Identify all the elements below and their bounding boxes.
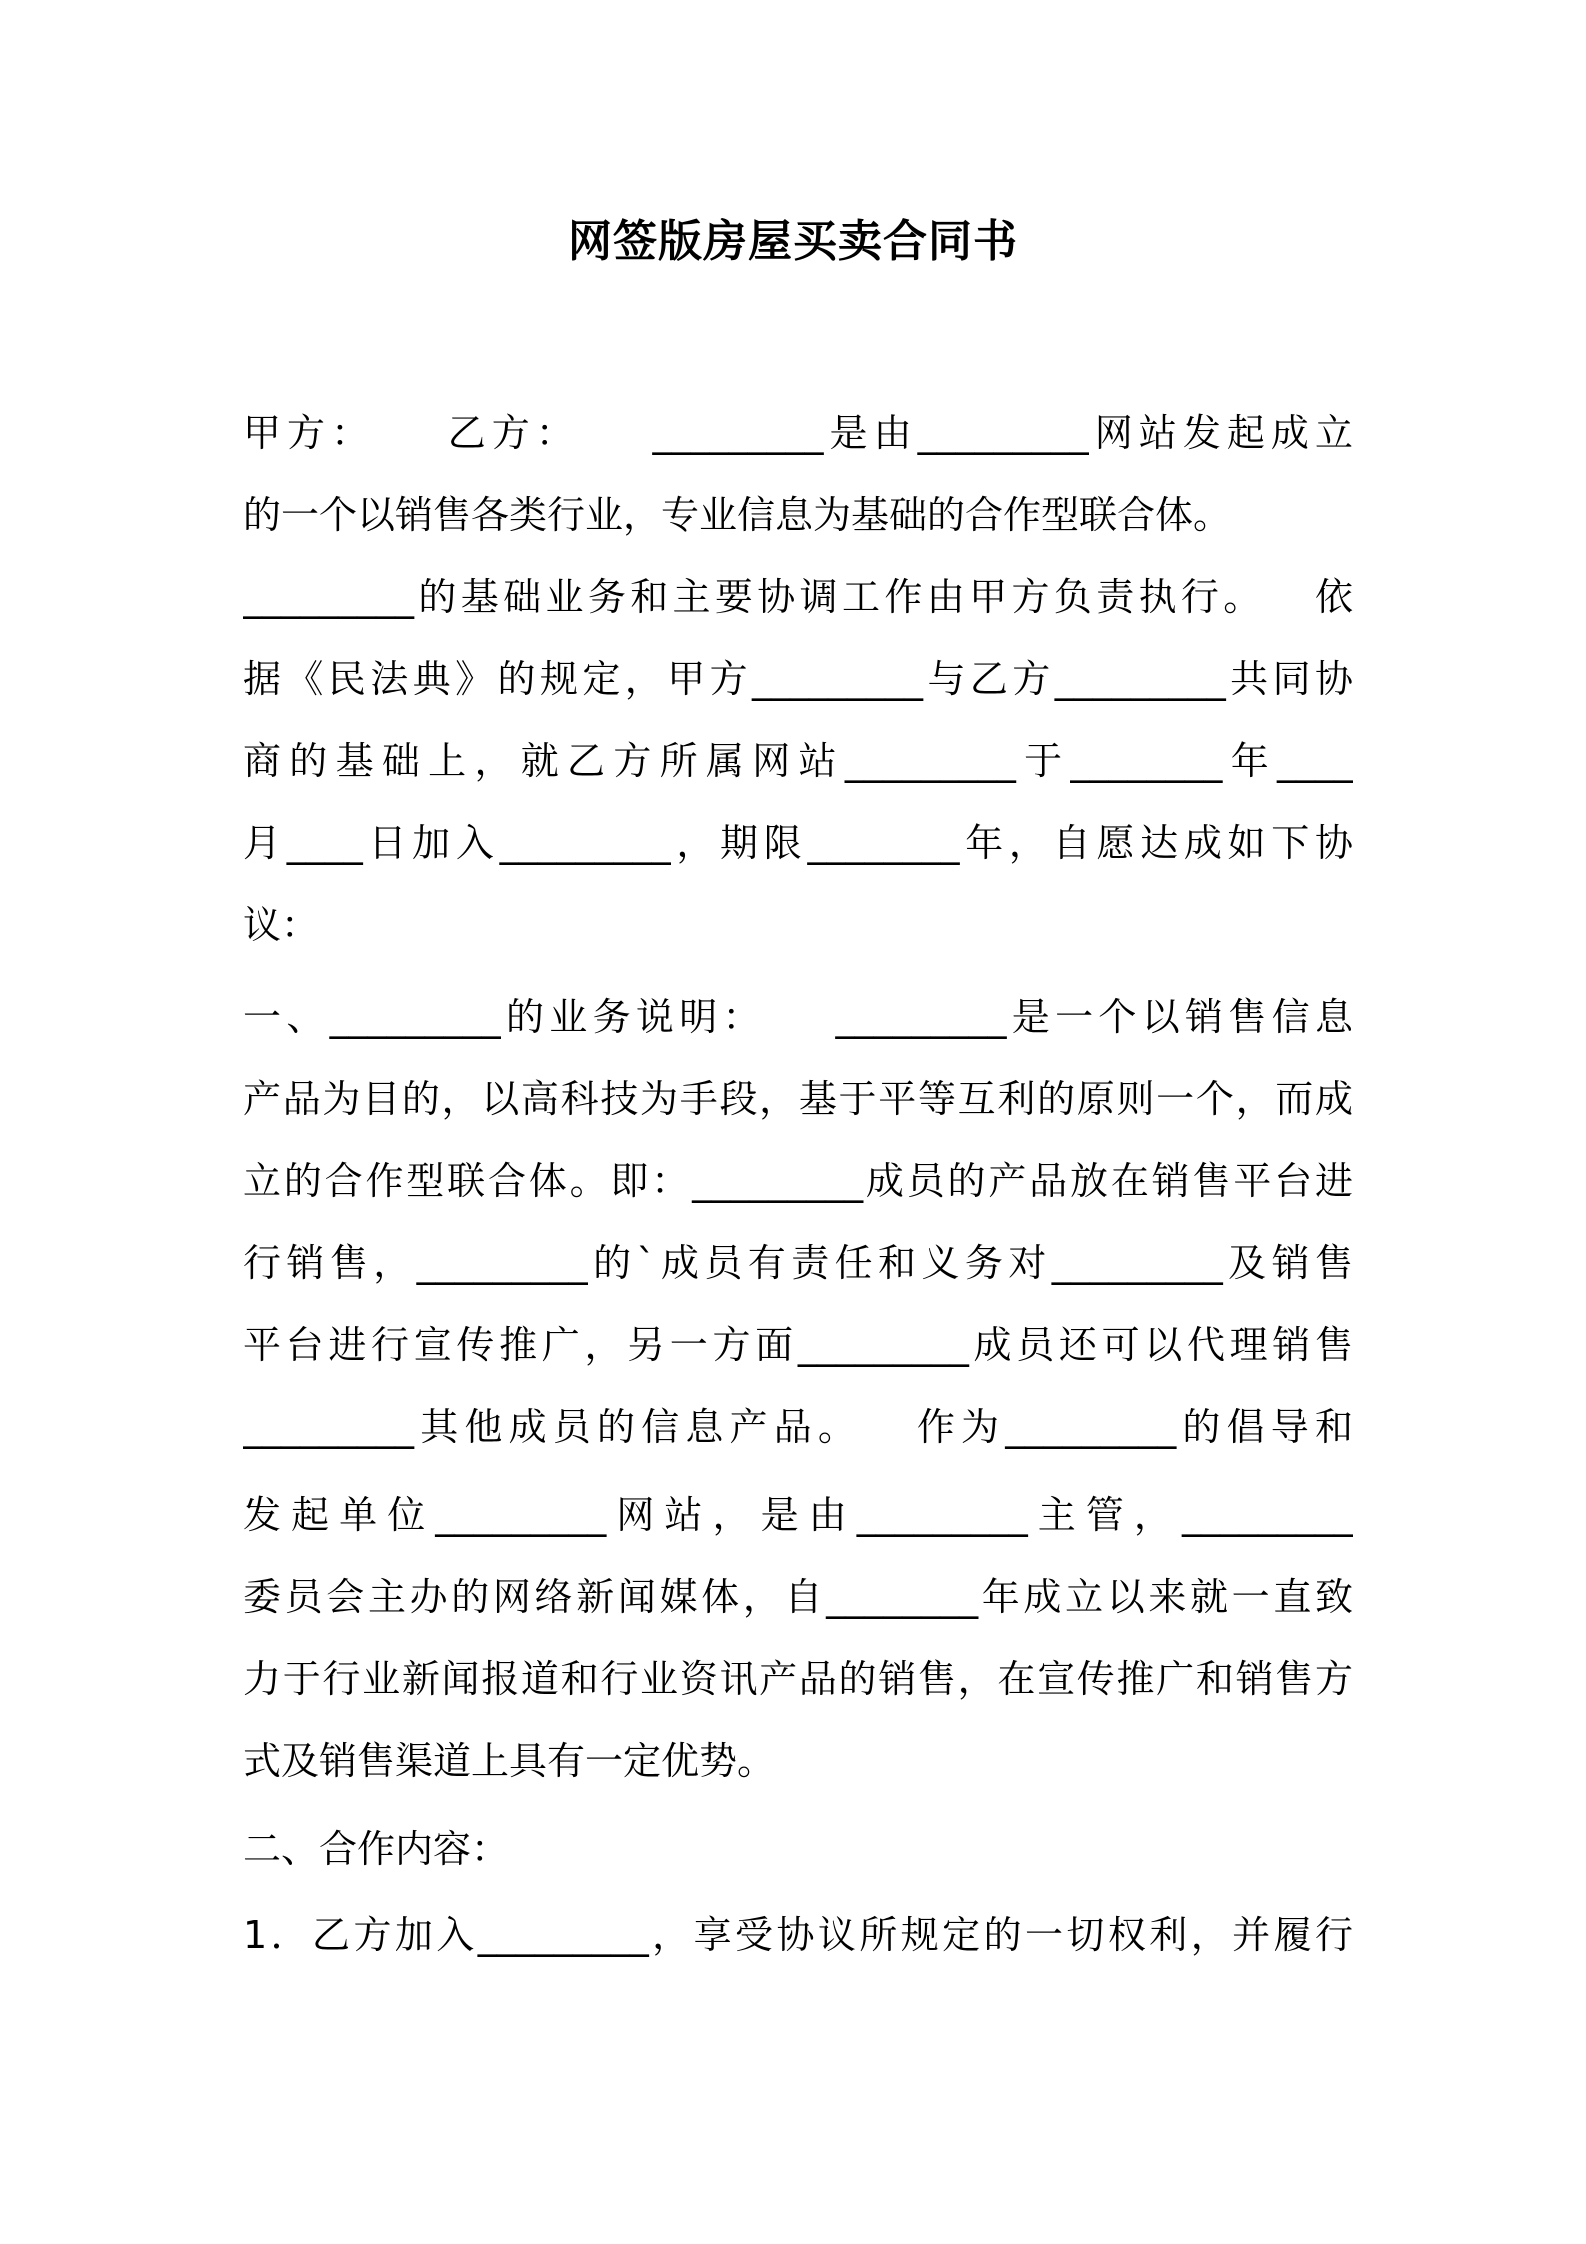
paragraph-line: 议： <box>243 903 320 947</box>
paragraph-line: 商的基础上，就乙方所属网站_________于________年____ <box>243 739 1353 783</box>
paragraph-line: 据《民法典》的规定，甲方_________与乙方_________共同协 <box>243 657 1353 701</box>
paragraph-line: _________的基础业务和主要协调工作由甲方负责执行。 依 <box>243 575 1353 619</box>
paragraph-line: 甲方： 乙方： _________是由_________网站发起成立 <box>243 411 1353 455</box>
section-heading-line: 一、_________的业务说明： _________是一个以销售信息 <box>243 995 1353 1039</box>
paragraph-line: 平台进行宣传推广，另一方面_________成员还可以代理销售 <box>243 1323 1353 1367</box>
paragraph-line: 1．乙方加入_________，享受协议所规定的一切权利，并履行 <box>243 1913 1353 1957</box>
paragraph-line: 的一个以销售各类行业，专业信息为基础的合作型联合体。 <box>243 493 1232 537</box>
paragraph-line: 产品为目的，以高科技为手段，基于平等互利的原则一个，而成 <box>243 1077 1353 1121</box>
paragraph-line: _________其他成员的信息产品。 作为_________的倡导和 <box>243 1405 1353 1449</box>
paragraph-line: 力于行业新闻报道和行业资讯产品的销售，在宣传推广和销售方 <box>243 1657 1353 1701</box>
section-heading-line: 二、合作内容： <box>243 1827 510 1871</box>
paragraph-line: 委员会主办的网络新闻媒体，自________年成立以来就一直致 <box>243 1575 1353 1619</box>
paragraph-line: 月____日加入_________，期限________年，自愿达成如下协 <box>243 821 1353 865</box>
paragraph-line: 立的合作型联合体。即：_________成员的产品放在销售平台进 <box>243 1159 1353 1203</box>
paragraph-line: 发起单位_________网站，是由_________主管，_________ <box>243 1493 1353 1537</box>
paragraph-line: 行销售，_________的`成员有责任和义务对_________及销售 <box>243 1241 1353 1285</box>
document-title: 网签版房屋买卖合同书 <box>568 216 1018 267</box>
paragraph-line: 式及销售渠道上具有一定优势。 <box>243 1739 776 1783</box>
